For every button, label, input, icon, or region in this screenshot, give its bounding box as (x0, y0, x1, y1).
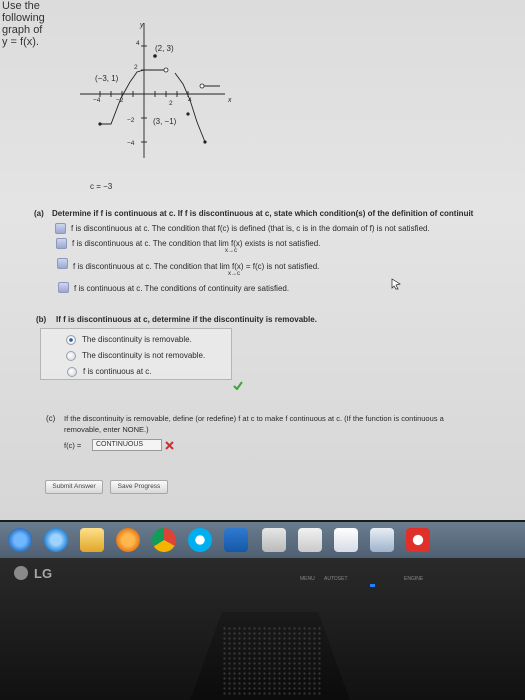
x-icon (165, 441, 174, 450)
submit-answer-button[interactable]: Submit Answer (45, 480, 103, 494)
option-a2-checkbox[interactable] (56, 238, 67, 249)
option-a4-checkbox[interactable] (58, 282, 69, 293)
part-c-answer-input[interactable]: CONTINUOUS (92, 439, 162, 451)
limit-subscript: x→c (225, 248, 237, 254)
option-a2-label[interactable]: f is discontinuous at c. The condition that lim f(x) exists is not satisfied. (72, 239, 321, 248)
monitor-control-label: AUTOSET (324, 576, 348, 582)
network-icon[interactable] (262, 528, 286, 552)
monitor-brand: LG (34, 566, 53, 581)
tick-label: 4 (188, 97, 192, 104)
open-point (164, 68, 168, 72)
curve-right (175, 73, 205, 142)
tick-label: 4 (136, 40, 140, 47)
option-b3-label[interactable]: f is continuous at c. (83, 367, 152, 376)
option-a4-label[interactable]: f is continuous at c. The conditions of continuity are satisfied. (74, 284, 290, 293)
taskbar (0, 522, 525, 558)
part-c-prompt-line2: removable, enter NONE.) (64, 425, 149, 434)
filled-point (186, 112, 189, 115)
chrome-icon[interactable] (152, 528, 176, 552)
save-progress-button[interactable]: Save Progress (110, 480, 168, 494)
option-b1-label[interactable]: The discontinuity is removable. (82, 335, 192, 344)
speaker-grille (222, 626, 322, 696)
function-graph (75, 18, 235, 158)
part-a-prompt: Determine if f is continuous at c. If f is discontinuous at c, state which condition(s) of the definition of continuit (52, 209, 474, 218)
mouse-cursor-icon (390, 278, 402, 290)
app-icon[interactable] (298, 528, 322, 552)
media-player-icon[interactable] (116, 528, 140, 552)
open-point (200, 84, 204, 88)
y-axis-label: y (140, 22, 144, 29)
point-label: (3, −1) (153, 117, 177, 126)
tick-label: −4 (127, 140, 135, 147)
tick-label: 2 (134, 64, 138, 71)
windows-start-icon[interactable] (8, 528, 32, 552)
filled-point (153, 54, 157, 58)
tick-label: −2 (116, 97, 124, 104)
option-a3-label[interactable]: f is discontinuous at c. The condition that lim f(x) = f(c) is not satisfied. (73, 262, 320, 271)
option-b2-radio[interactable] (66, 351, 76, 361)
filled-point (203, 140, 206, 143)
header-text: Use the following graph of y = f(x). (2, 0, 45, 48)
ie-browser-icon[interactable] (44, 528, 68, 552)
limit-subscript: x→c (228, 271, 240, 277)
monitor-control-label: ENGINE (404, 576, 424, 582)
tick-label: −4 (93, 97, 101, 104)
part-c-prompt-line1: If the discontinuity is removable, define (or redefine) f at c to make f continuous at c. (If the function is continuous a (64, 414, 444, 423)
point-label: (2, 3) (155, 44, 174, 53)
option-b3-radio[interactable] (67, 367, 77, 377)
part-c-field-label: f(c) = (64, 441, 82, 450)
x-axis-label: x (228, 97, 232, 104)
option-b2-label[interactable]: The discontinuity is not removable. (82, 351, 206, 360)
option-a3-checkbox[interactable] (57, 258, 68, 269)
part-b-prompt: If f is discontinuous at c, determine if the discontinuity is removable. (56, 315, 317, 324)
point-label: (−3, 1) (95, 74, 119, 83)
filled-point (98, 122, 101, 125)
folder-icon[interactable] (80, 528, 104, 552)
app-icon[interactable] (370, 528, 394, 552)
option-a1-label[interactable]: f is discontinuous at c. The condition that f(c) is defined (that is, c is in the domain of f) is not satisfied. (71, 224, 430, 233)
option-b1-radio[interactable] (66, 335, 76, 345)
opera-icon[interactable] (406, 528, 430, 552)
tick-label: 2 (169, 100, 173, 107)
monitor-control-label: MENU (300, 576, 315, 582)
lg-logo (14, 566, 28, 580)
power-led-icon (370, 584, 375, 587)
part-c-prefix: (c) (46, 414, 56, 423)
word-icon[interactable] (334, 528, 358, 552)
option-a1-checkbox[interactable] (55, 223, 66, 234)
check-icon (233, 381, 243, 390)
part-b-prefix: (b) (36, 315, 47, 324)
c-value: c = −3 (90, 182, 113, 191)
tick-label: −2 (127, 117, 135, 124)
outlook-icon[interactable] (224, 528, 248, 552)
skype-icon[interactable] (188, 528, 212, 552)
part-a-prefix: (a) (34, 209, 44, 218)
